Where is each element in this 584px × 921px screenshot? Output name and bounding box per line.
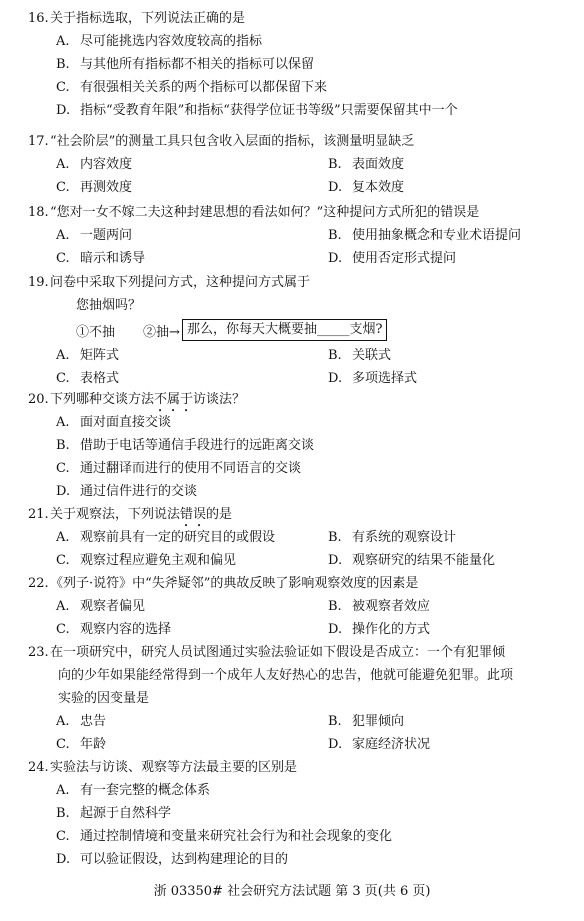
question-number: 20.: [28, 392, 49, 407]
option-d[interactable]: D. 通过信件进行的交谈: [56, 484, 198, 499]
option-a[interactable]: A. 有一套完整的概念体系: [56, 783, 211, 798]
question-stem: “社会阶层”的测量工具只包含收入层面的指标，该测量明显缺乏: [50, 134, 415, 149]
example-question: 您抽烟吗？: [76, 298, 142, 313]
page-footer: 浙 03350# 社会研究方法试题 第 3 页(共 6 页): [153, 884, 431, 899]
question-stem: 《列子·说符》中“失斧疑邻”的典故反映了影响观察效度的因素是: [50, 576, 419, 591]
question-stem: 下列哪种交谈方法不属于访谈法？: [50, 392, 246, 407]
example-option-2: ②抽→: [143, 325, 180, 340]
question-16: [0, 7, 584, 122]
question-stem: 关于观察法，下列说法错误的是: [50, 507, 233, 522]
question-stem-line-1: 在一项研究中，研究人员试图通过实验法验证如下假设是否成立：一个有犯罪倾: [50, 645, 506, 660]
example-options: [0, 318, 584, 344]
question-21: 21. 关于观察法，下列说法错误的是 A. 观察前具有一定的研究目的或假设 B. 有系统的观察设计 C. 观察过程应避免主观和偏见 D. 观察研究的结果不能量化: [0, 503, 584, 572]
option-d[interactable]: D. 可以验证假设，达到构建理论的目的: [56, 852, 289, 867]
question-24: [0, 756, 584, 871]
question-number: 23.: [28, 645, 49, 660]
follow-up-question-box: 那么，你每天大概要抽_____支烟?: [182, 319, 387, 341]
option-d[interactable]: D. 指标“受教育年限”和指标“获得学位证书等级”只需要保留其中一个: [56, 103, 458, 118]
option-b[interactable]: B. 借助于电话等通信手段进行的远距离交谈: [56, 438, 315, 453]
option-c[interactable]: C. 通过控制情境和变量来研究社会行为和社会现象的变化: [56, 829, 393, 844]
question-number: 24.: [28, 760, 49, 775]
question-stem: 实验法与访谈、观察等方法最主要的区别是: [50, 760, 298, 775]
question-stem: 问卷中采取下列提问方式，这种提问方式属于: [50, 275, 311, 290]
question-18: 18. “您对一女不嫁二夫这种封建思想的看法如何？”这种提问方式所犯的错误是 A. 一题两问 B. 使用抽象概念和专业术语提问 C. 暗示和诱导 D. 使用否定形式提问: [0, 201, 584, 270]
question-20: [0, 388, 584, 503]
question-23: 23. 在一项研究中，研究人员试图通过实验法验证如下假设是否成立：一个有犯罪倾 向的少年如果能经常得到一个成年人友好热心的忠告，他就可能避免犯罪。此项 实验的因变量是 A. 忠告 B. 犯罪倾向 C. 年龄 D. 家庭经济状况: [0, 641, 584, 756]
question-stem-line-2: 向的少年如果能经常得到一个成年人友好热心的忠告，他就可能避免犯罪。此项: [58, 668, 514, 683]
question-number: 21.: [28, 507, 49, 522]
option-b[interactable]: B. 与其他所有指标都不相关的指标可以保留: [56, 57, 315, 72]
question-number: 22.: [28, 576, 49, 591]
question-number: 17.: [28, 134, 49, 149]
question-stem: “您对一女不嫁二夫这种封建思想的看法如何？”这种提问方式所犯的错误是: [50, 205, 480, 220]
option-c[interactable]: C. 有很强相关关系的两个指标可以都保留下来: [56, 80, 328, 95]
question-stem: 关于指标选取，下列说法正确的是: [50, 11, 246, 26]
question-19: 19. 问卷中采取下列提问方式，这种提问方式属于 您抽烟吗？ ①不抽 ②抽→ 那么，你每天大概要抽_____支烟? A. 矩阵式 B. 关联式 C. 表格式 D. 多项选择式: [0, 271, 584, 390]
question-stem-line-3: 实验的因变量是: [58, 691, 150, 706]
question-number: 18.: [28, 205, 49, 220]
example-option-1: ①不抽: [76, 325, 116, 340]
emphasized-text: 不属于: [154, 392, 194, 407]
question-17: 17. “社会阶层”的测量工具只包含收入层面的指标，该测量明显缺乏 A. 内容效度 B. 表面效度 C. 再测效度 D. 复本效度: [0, 130, 584, 199]
emphasized-text: 错误: [180, 507, 207, 522]
option-a[interactable]: A. 面对面直接交谈: [56, 415, 172, 430]
option-b[interactable]: B. 起源于自然科学: [56, 806, 172, 821]
question-number: 19.: [28, 275, 49, 290]
option-c[interactable]: C. 通过翻译而进行的使用不同语言的交谈: [56, 461, 302, 476]
option-a[interactable]: A. 尽可能挑选内容效度较高的指标: [56, 34, 263, 49]
question-22: 22. 《列子·说符》中“失斧疑邻”的典故反映了影响观察效度的因素是 A. 观察者偏见 B. 被观察者效应 C. 观察内容的选择 D. 操作化的方式: [0, 572, 584, 641]
question-number: 16.: [28, 11, 49, 26]
